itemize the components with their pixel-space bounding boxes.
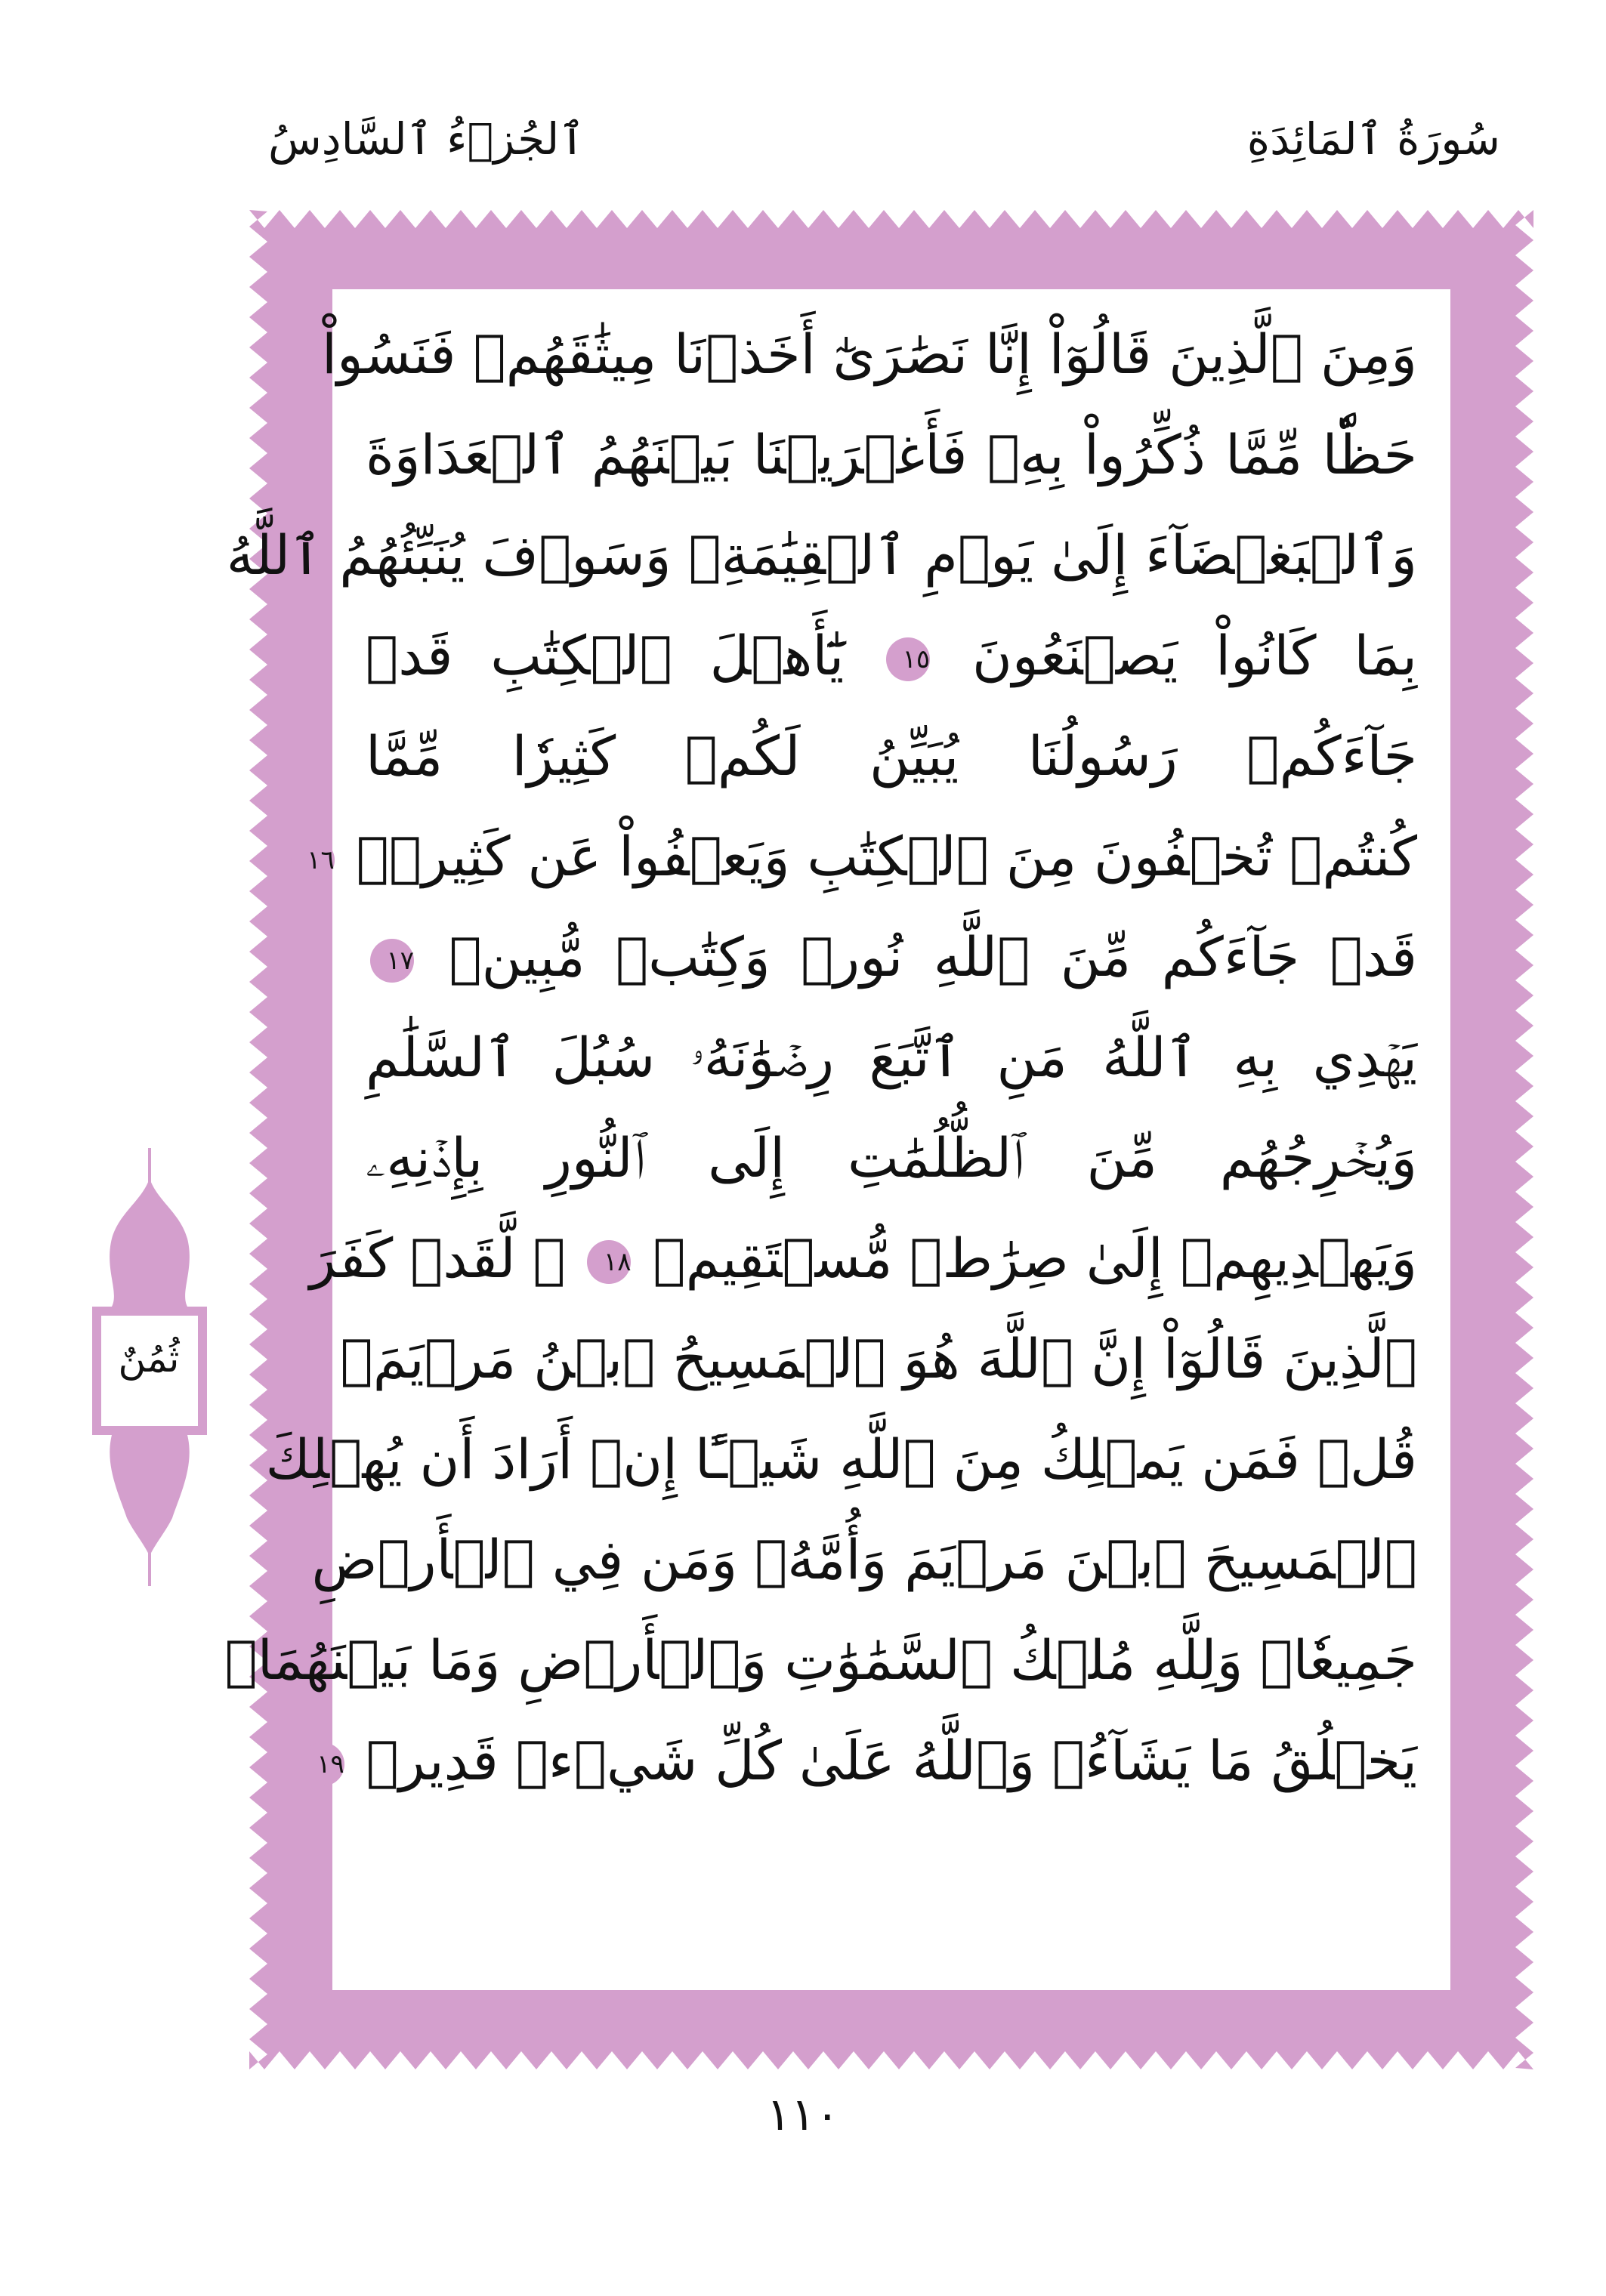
verse-line: [226, 505, 1417, 606]
verse-text: قَدۡ جَآءَكُم مِّنَ ٱللَّهِ نُورٞ وَكِتَٰبٞ مُّبِينٞ: [449, 925, 1418, 989]
verse-text: كُنتُمۡ تُخۡفُونَ مِنَ ٱلۡكِتَٰبِ وَيَعۡفُواْ عَن كَثِيرٖۚ: [356, 825, 1417, 888]
verse-number-marker: ١٥: [886, 637, 930, 681]
verse-text: ٱلَّذِينَ قَالُوٓاْ إِنَّ ٱللَّهَ هُوَ ٱلۡمَسِيحُ ٱبۡنُ مَرۡيَمَۚ: [340, 1327, 1417, 1390]
verse-text: وَمِنَ ٱلَّذِينَ قَالُوٓاْ إِنَّا نَصَٰرَىٰٓ أَخَذۡنَا مِيثَٰقَهُمۡ فَنَسُواْ: [322, 322, 1417, 386]
verse-line: [366, 606, 1417, 706]
verse-number-marker: ١٦: [291, 838, 335, 882]
verse-line: [366, 1008, 1417, 1108]
juz-title: ٱلجُزۡءُ ٱلسَّادِسُ: [268, 113, 585, 165]
verse-line: [307, 807, 1417, 907]
verse-line: [309, 1208, 1417, 1309]
verse-text: وَيَهۡدِيهِمۡ إِلَىٰ صِرَٰطٖ مُّسۡتَقِيمٖ: [653, 1227, 1417, 1290]
verse-line: [366, 1108, 1417, 1208]
verse-text: ۞ لَّقَدۡ كَفَرَ: [309, 1227, 566, 1290]
verse-line: [322, 304, 1417, 405]
surah-title: سُورَةُ ٱلمَائِدَةِ: [1246, 113, 1500, 165]
verse-line: [224, 1610, 1417, 1711]
verse-text: جَآءَكُمۡ رَسُولُنَا يُبَيِّنُ لَكُمۡ كَثِيرٗا مِّمَّا: [366, 724, 1417, 788]
verse-number-marker: ١٧: [370, 939, 414, 983]
verse-line: [366, 907, 1417, 1008]
verse-text: قُلۡ فَمَن يَمۡلِكُ مِنَ ٱللَّهِ شَيۡـًٔا إِنۡ أَرَادَ أَن يُهۡلِكَ: [265, 1427, 1417, 1491]
verse-text: يَٰٓأَهۡلَ ٱلۡكِتَٰبِ قَدۡ: [366, 624, 845, 687]
verse-text: يَخۡلُقُ مَا يَشَآءُۚ وَٱللَّهُ عَلَىٰ كُلِّ شَيۡءٖ قَدِيرٞ: [366, 1729, 1417, 1792]
verse-number-marker: ١٩: [301, 1742, 344, 1786]
verse-text: يَهۡدِي بِهِ ٱللَّهُ مَنِ ٱتَّبَعَ رِضۡوَٰنَهُۥ سُبُلَ ٱلسَّلَٰمِ: [366, 1026, 1417, 1089]
verse-line: [340, 1309, 1417, 1409]
verse-number-marker: ١٨: [587, 1240, 631, 1284]
verse-text: ٱلۡمَسِيحَ ٱبۡنَ مَرۡيَمَ وَأُمَّهُۥ وَمَن فِي ٱلۡأَرۡضِ: [311, 1528, 1417, 1591]
verse-line: [366, 405, 1417, 505]
verse-line: [311, 1510, 1417, 1610]
thumn-label: ثُمُنٌ: [118, 1337, 180, 1381]
verse-lines: [224, 289, 1450, 1990]
verse-line: [317, 1711, 1417, 1811]
verse-line: [265, 1409, 1417, 1510]
verse-text: وَٱلۡبَغۡضَآءَ إِلَىٰ يَوۡمِ ٱلۡقِيَٰمَةِۚ وَسَوۡفَ يُنَبِّئُهُمُ ٱللَّهُ: [226, 523, 1417, 587]
verse-text: وَيُخۡرِجُهُم مِّنَ ٱلظُّلُمَٰتِ إِلَى ٱلنُّورِ بِإِذۡنِهِۦ: [366, 1126, 1417, 1190]
verse-line: [366, 706, 1417, 807]
text-panel: [224, 289, 1450, 1990]
verse-text: حَظّٗا مِّمَّا ذُكِّرُواْ بِهِۦ فَأَغۡرَيۡنَا بَيۡنَهُمُ ٱلۡعَدَاوَةَ: [366, 423, 1417, 486]
verse-text: جَمِيعٗاۗ وَلِلَّهِ مُلۡكُ ٱلسَّمَٰوَٰتِ وَٱلۡأَرۡضِ وَمَا بَيۡنَهُمَاۚ: [224, 1628, 1417, 1692]
verse-text: بِمَا كَانُواْ يَصۡنَعُونَ: [972, 624, 1418, 687]
page-number: ١١٠: [766, 2088, 840, 2141]
